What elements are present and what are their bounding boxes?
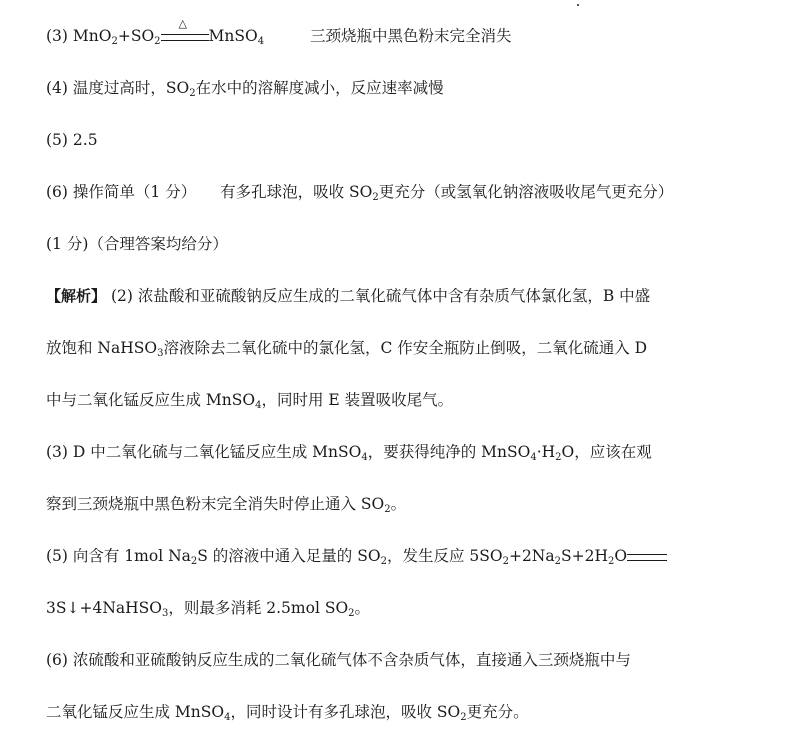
answer-number: (4) bbox=[46, 79, 68, 97]
subscript: 2 bbox=[190, 556, 198, 567]
analysis-2-line-3 bbox=[46, 390, 453, 410]
analysis-text: 更充分。 bbox=[466, 703, 529, 721]
equal-bar bbox=[627, 554, 667, 561]
answer-3 bbox=[46, 17, 512, 47]
answer-6 bbox=[46, 182, 673, 202]
analysis-text: (6) 浓硫酸和亚硫酸钠反应生成的二氧化硫气体不含杂质气体，直接通入三颈烧瓶中与 bbox=[46, 651, 631, 669]
subscript: 4 bbox=[361, 452, 368, 463]
answer-number: (5) bbox=[46, 131, 68, 149]
answer-text: (1 分)（合理答案均给分） bbox=[46, 235, 228, 253]
subscript: 2 bbox=[111, 36, 118, 47]
subscript: 4 bbox=[257, 36, 265, 47]
subscript: 2 bbox=[189, 88, 196, 99]
analysis-2-line-2 bbox=[46, 338, 647, 358]
analysis-text: ，同时设计有多孔球泡，吸收 SO bbox=[230, 703, 461, 721]
analysis-2-line-1 bbox=[46, 286, 650, 306]
analysis-6-line-2 bbox=[46, 702, 529, 722]
answer-4 bbox=[46, 78, 444, 98]
analysis-text: ，则最多消耗 2.5mol SO bbox=[168, 599, 349, 617]
eq-text: +SO bbox=[117, 27, 155, 45]
subscript: 2 bbox=[555, 452, 562, 463]
answer-number: (6) bbox=[46, 183, 68, 201]
heating-condition-sign bbox=[161, 17, 209, 47]
analysis-text: O，应该在观 bbox=[561, 443, 652, 461]
analysis-text: O bbox=[614, 547, 628, 565]
subscript: 2 bbox=[384, 504, 391, 515]
analysis-text: ，发生反应 5SO bbox=[386, 547, 503, 565]
answer-text: 有多孔球泡，吸收 SO bbox=[220, 183, 373, 201]
analysis-text: 放饱和 NaHSO bbox=[46, 339, 158, 357]
subscript: 4 bbox=[255, 400, 262, 411]
answer-text: 温度过高时，SO bbox=[72, 79, 190, 97]
analysis-text: ·H bbox=[536, 443, 556, 461]
analysis-text: (5) 向含有 1mol Na bbox=[46, 547, 191, 565]
analysis-text: 溶液除去二氧化硫中的氯化氢，C 作安全瓶防止倒吸，二氧化硫通入 D bbox=[163, 339, 648, 357]
analysis-5-line-1 bbox=[46, 546, 667, 567]
analysis-text: (3) D 中二氧化硫与二氧化锰反应生成 MnSO bbox=[46, 443, 362, 461]
subscript: 3 bbox=[157, 348, 164, 359]
analysis-text: 。 bbox=[390, 495, 407, 513]
analysis-text: 中与二氧化锰反应生成 MnSO bbox=[46, 391, 256, 409]
analysis-text: (2) 浓盐酸和亚硫酸钠反应生成的二氧化硫气体中含有杂质气体氯化氢，B 中盛 bbox=[110, 287, 651, 305]
subscript: 3 bbox=[161, 608, 169, 619]
analysis-3-line-1 bbox=[46, 442, 652, 462]
analysis-5-line-2 bbox=[46, 598, 370, 618]
subscript: 4 bbox=[224, 712, 231, 723]
answer-note: 三颈烧瓶中黑色粉末完全消失 bbox=[309, 27, 512, 45]
eq-text: MnO bbox=[72, 27, 112, 45]
analysis-text: 。 bbox=[354, 599, 371, 617]
answer-text: 操作简单（1 分） bbox=[72, 183, 197, 201]
analysis-text: S 的溶液中通入足量的 SO bbox=[197, 547, 381, 565]
subscript: 4 bbox=[530, 452, 537, 463]
subscript: 2 bbox=[380, 556, 387, 567]
analysis-tag: 【解析】 bbox=[46, 287, 107, 305]
answer-5 bbox=[46, 130, 98, 150]
analysis-text: 二氧化锰反应生成 MnSO bbox=[46, 703, 225, 721]
answer-number: (3) bbox=[46, 27, 68, 45]
analysis-3-line-2 bbox=[46, 494, 406, 514]
subscript: 2 bbox=[502, 556, 509, 567]
subscript: 2 bbox=[154, 36, 161, 47]
analysis-text: +2Na bbox=[508, 547, 555, 565]
analysis-text: ，同时用 E 装置吸收尾气。 bbox=[261, 391, 454, 409]
subscript: 2 bbox=[460, 712, 467, 723]
answer-value: 2.5 bbox=[72, 131, 98, 149]
heat-triangle-icon: △ bbox=[178, 17, 188, 30]
subscript: 2 bbox=[554, 556, 561, 567]
equal-bar bbox=[161, 34, 209, 41]
analysis-text: 3S↓+4NaHSO bbox=[46, 599, 162, 617]
stray-dot bbox=[577, 4, 579, 6]
subscript: 2 bbox=[372, 192, 379, 203]
answer-text: 在水中的溶解度减小，反应速率减慢 bbox=[195, 79, 444, 97]
analysis-text: 察到三颈烧瓶中黑色粉末完全消失时停止通入 SO bbox=[46, 495, 385, 513]
subscript: 2 bbox=[607, 556, 615, 567]
answer-text: 更充分（或氢氧化钠溶液吸收尾气更充分） bbox=[378, 183, 674, 201]
answer-6-continued bbox=[46, 234, 228, 254]
eq-text: MnSO bbox=[208, 27, 258, 45]
subscript: 2 bbox=[348, 608, 355, 619]
analysis-text: S+2H bbox=[560, 547, 608, 565]
reaction-equal-sign bbox=[627, 547, 667, 567]
analysis-6-line-1 bbox=[46, 650, 631, 670]
analysis-text: ，要获得纯净的 MnSO bbox=[367, 443, 531, 461]
